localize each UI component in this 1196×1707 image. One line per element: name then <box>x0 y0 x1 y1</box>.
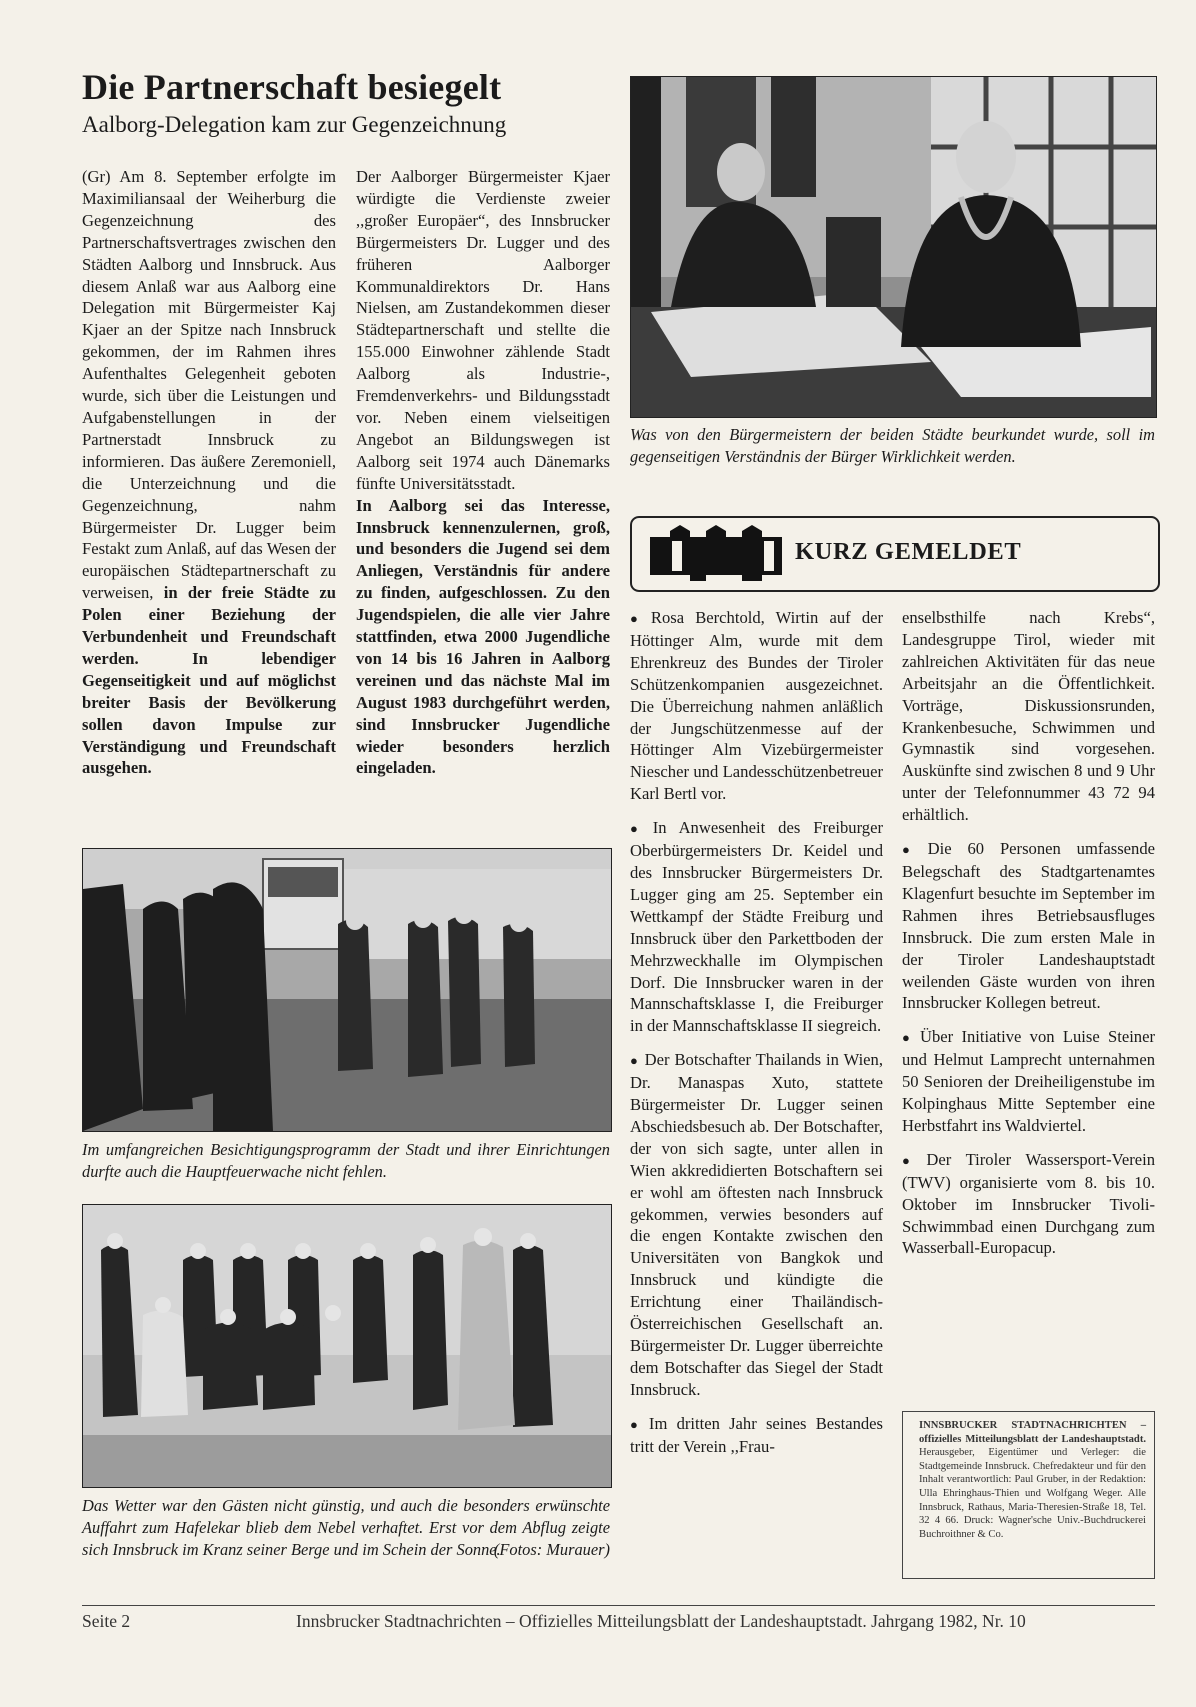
kurz-item-text: Die 60 Personen umfassende Belegschaft des Stadtgartenamtes Klagenfurt besuchte im September im Rahmen ihres Betriebsausfluges Innsbruck. Die zum ersten Male in der Tiroler Landeshauptstadt weilenden Gäste wurden von ihren Innsbrucker Kollegen betreut. <box>902 839 1156 1013</box>
group-photo-image <box>83 1205 611 1487</box>
footer-divider <box>82 1605 1155 1606</box>
bullet-icon: ● <box>630 1416 643 1432</box>
bullet-icon: ● <box>630 821 647 837</box>
bullet-icon: ● <box>902 1030 914 1046</box>
kurz-item-text: Rosa Berchtold, Wirtin auf der Höttinger Alm, wurde mit dem Ehrenkreuz des Bundes der Tiroler Schützenkompanien ausgezeichnet. Die Überreichung nahmen anläßlich der Jungschützenmesse auf der Höttinger Alm Vizebürgermeister Niescher und Landesschützenbetreuer Karl Bertl vor. <box>630 608 884 804</box>
firestation-photo <box>82 848 612 1132</box>
impressum-text: Herausgeber, Eigentümer und Verleger: die Stadtgemeinde Innsbruck. Chefredakteur und für den Inhalt verantwortlich: Paul Gruber, in der Redaktion: Ulla Ehringhaus-Thien und Wolfgang Weger. Alle Innsbruck, Rathaus, Maria-Theresien-Straße 18, Tel. 32 4 66. Druck: Wagner'sche Univ.-Buchdruckerei Buchroithner & Co. <box>919 1447 1146 1540</box>
footer-page-number: Seite 2 <box>82 1611 131 1631</box>
firestation-caption: Im umfangreichen Besichtigungsprogramm der Stadt und ihrer Einrichtungen durfte auch die Hauptfeuerwache nicht fehlen. <box>82 1140 610 1181</box>
photo-credit: (Fotos: Murauer) <box>493 1539 610 1559</box>
article-col2-text: Der Aalborger Bürgermeister Kjaer würdigte die Verdienste zweier ,,großer Europäer“, des Innsbrucker Bürgermeisters Dr. Lugger und des früheren Aalborger Kommunaldirektors Dr. Hans Nielsen, am Zustandekommen dieser Städtepartnerschaft und stellte die 155.000 Einwohner zählende Stadt Aalborg als Industrie-, Fremdenverkehrs- und Bildungsstadt vor. Neben einem vielseitigen Angebot an Bildungswegen ist Aalborg seit 1974 auch Dänemarks fünfte Universitätsstadt. <box>356 167 610 493</box>
bullet-icon: ● <box>902 1152 921 1168</box>
kurz-item-text: Der Botschafter Thailands in Wien, Dr. Manaspas Xuto, stattete Bürgermeister Dr. Lugger seinen Abschiedsbesuch ab. Der Botschafter, der von sich sagte, unter allen in Wien akkredidierten Botschaftern sei er wohl am öftesten nach Innsbruck gekommen, verwies besonders auf die engen Kontakte zwischen den Universitäten von Bangkok und Innsbruck und kündigte die Errichtung einer Thailändisch-Österreichischen Gesellschaft an. Bürgermeister Dr. Lugger überreichte dem Botschafter das Siegel der Stadt Innsbruck. <box>630 1050 883 1399</box>
article-column-1 <box>82 166 336 779</box>
kurz-column-1 <box>630 607 883 1470</box>
kurz-column-2 <box>902 607 1155 1271</box>
kurz-item <box>630 817 883 1037</box>
kurz-item-text: Der Tiroler Wassersport-Verein (TWV) organisierte vom 8. bis 10. Oktober im Innsbrucker Tivoli-Schwimmbad einen Durchgang zum Wasserball-Europacup. <box>902 1149 1155 1258</box>
firestation-photo-image <box>83 849 611 1131</box>
kurz-item-text: In Anwesenheit des Freiburger Oberbürgermeisters Dr. Keidel und des Innsbrucker Bürgermeisters Dr. Lugger ging am 25. September ein Wettkampf der Städte Freiburg und Innsbruck über den Parkettboden der Mehrzweckhalle im Olympischen Dorf. Die Innsbrucker waren in der Mannschaftsklasse I, die Freiburger in der Mannschaftsklasse II siegreich. <box>630 818 884 1036</box>
article-col2-bold-text: In Aalborg sei das Interesse, Innsbruck kennenzulernen, groß, und besonders die Jugend sei dem Anliegen, Verständnis für andere zu finden, aufgeschlossen. Zu den Jugendspielen, die alle vier Jahre stattfinden, etwa 2000 Jugendliche von 14 bis 16 Jahren in Aalborg vereinen und das nächste Mal im August 1983 durchgeführt werden, sind Innsbrucker Jugendliche wieder besonders herzlich eingeladen. <box>356 495 610 778</box>
article-column-2 <box>356 166 610 779</box>
signing-caption: Was von den Bürgermeistern der beiden Städte beurkundet wurde, soll im gegenseitigen Verständnis der Bürger Wirklichkeit werden. <box>630 425 1155 466</box>
bullet-icon: ● <box>630 611 645 626</box>
impressum-box <box>902 1411 1155 1579</box>
bullet-icon: ● <box>630 1053 639 1069</box>
article-col1-bold-text: in der freie Städte zu Polen einer Beziehung der Verbundenheit und Freundschaft werden. In lebendiger Gegenseitigkeit und auf möglichst breiter Basis der Bevölkerung sollen davon Impulse zur Verständigung und Freundschaft ausgehen. <box>82 583 336 778</box>
subheadline: Aalborg-Delegation kam zur Gegenzeichnung <box>82 112 507 137</box>
group-caption-text: Das Wetter war den Gästen nicht günstig, und auch die besonders erwünschte Auffahrt zum Hafelekar blieb dem Nebel verhaftet. Erst vor dem Abflug zeigte sich Innsbruck im Kranz seiner Berge und im Schein der Sonne. <box>82 1496 610 1559</box>
kurz-item: enselbsthilfe nach Krebs“, Landesgruppe Tirol, wieder mit zahlreichen Aktivitäten für das neue Arbeitsjahr an die Öffentlichkeit. Vorträge, Diskussionsrunden, Krankenbesuche, Schwimmen und Gymnastik sind vorgesehen. Auskünfte sind zwischen 8 und 9 Uhr unter der Telefonnummer 43 72 94 erhältlich. <box>902 608 1155 825</box>
castle-logo-icon <box>648 525 798 581</box>
signing-photo-image <box>631 77 1156 417</box>
kurz-item-text: Im dritten Jahr seines Bestandes tritt der Verein ,,Frau- <box>630 1413 883 1456</box>
kurz-item <box>902 838 1155 1014</box>
kurz-gemeldet-title: KURZ GEMELDET <box>795 538 1022 565</box>
page-title: Die Partnerschaft besiegelt <box>82 67 502 107</box>
kurz-item <box>902 1026 1155 1137</box>
kurz-gemeldet-box <box>630 516 1160 592</box>
signing-photo <box>630 76 1157 418</box>
impressum-title: INNSBRUCKER STADTNACHRICHTEN – offizielles Mitteilungsblatt der Landeshauptstadt. <box>919 1420 1146 1445</box>
bullet-icon: ● <box>902 842 922 858</box>
group-photo <box>82 1204 612 1488</box>
kurz-item <box>630 1413 883 1458</box>
kurz-item <box>902 1149 1155 1260</box>
kurz-item <box>630 1049 883 1401</box>
article-col1-text: (Gr) Am 8. September erfolgte im Maximiliansaal der Weiherburg die Gegenzeichnung des Partnerschaftsvertrages zwischen den Städten Aalborg und Innsbruck. Aus diesem Anlaß war aus Aalborg eine Delegation mit Bürgermeister Kaj Kjaer an der Spitze nach Innsbruck gekommen, der im Rahmen ihres Aufenthaltes Gelegenheit geboten wurde, sich über die Leistungen und Aufgabenstellungen in der Partnerstadt Innsbruck zu informieren. Das äußere Zeremoniell, die Unterzeichnung und die Gegenzeichnung, nahm Bürgermeister Dr. Lugger beim Festakt zum Anlaß, auf das Wesen der europäischen Städtepartnerschaft zu verweisen, <box>82 167 336 603</box>
kurz-item <box>630 607 883 805</box>
footer-publication: Innsbrucker Stadtnachrichten – Offizielles Mitteilungsblatt der Landeshauptstadt. Jahrgang 1982, Nr. 10 <box>296 1611 1026 1631</box>
group-caption <box>82 1495 610 1560</box>
kurz-item-text: Über Initiative von Luise Steiner und Helmut Lamprecht unternahmen 50 Senioren der Dreiheiligenstube im Kolpinghaus Mitte September eine Herbstfahrt ins Waldviertel. <box>902 1027 1155 1135</box>
